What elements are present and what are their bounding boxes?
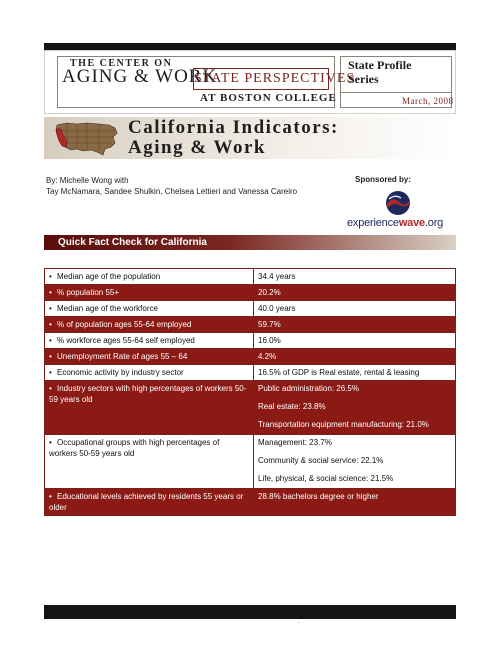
aging-work-wordmark: AGING & WORK [62,66,218,87]
california-map-icon [53,119,121,157]
bullet-icon: • [49,304,52,313]
fact-label: Industry sectors with high percentages of workers 50-59 years old [49,384,247,404]
bullet-icon: • [49,438,52,447]
fact-value-cell [254,285,456,301]
bullet-icon: • [49,272,52,281]
fact-label-cell [45,285,254,301]
fact-value: 40.0 years [258,304,296,313]
bullet-icon: • [49,288,52,297]
page-title [128,118,339,158]
fact-value-cell [254,365,456,381]
fact-value-cell [254,349,456,365]
fact-table [44,268,456,516]
fact-label: Economic activity by industry sector [57,368,184,377]
fact-value: Real estate: 23.8% [258,402,326,411]
fact-label-cell [45,365,254,381]
fact-value-cell [254,317,456,333]
bullet-icon: • [49,336,52,345]
byline [46,175,297,197]
state-perspectives-label: STATE PERSPECTIVES [193,68,329,90]
table-row [45,333,456,349]
page-marker: . [298,619,300,625]
fact-label: Educational levels achieved by residents 55 years or older [49,492,244,512]
fact-label-cell [45,269,254,285]
fact-value-cell [254,269,456,285]
fact-value-cell [254,333,456,349]
series-label [348,58,444,86]
bullet-icon: • [49,384,52,393]
fact-value: 16.0% [258,336,281,345]
boston-college-line: AT BOSTON COLLEGE [200,92,337,104]
fact-value: Transportation equipment manufacturing: 21.0% [258,420,429,429]
publication-date: March, 2008 [402,96,454,106]
fact-label-cell [45,435,254,489]
quick-fact-heading: Quick Fact Check for California [58,237,207,248]
byline-line-2: Tay McNamara, Sandee Shulkin, Chelsea Lettieri and Vanessa Careiro [46,187,298,196]
bullet-icon: • [49,320,52,329]
experiencewave-logo-icon [383,190,413,216]
table-row [45,301,456,317]
fact-value-cell [254,489,456,516]
fact-value-cell [254,435,456,489]
fact-value: 4.2% [258,352,277,361]
fact-value: 16.5% of GDP is Real estate, rental & leasing [258,368,420,377]
sponsor-label: Sponsored by: [355,175,412,184]
table-row [45,365,456,381]
fact-label: Unemployment Rate of ages 55 – 64 [57,352,188,361]
fact-label: % workforce ages 55-64 self employed [57,336,195,345]
fact-value: 59.7% [258,320,281,329]
fact-value: Life, physical, & social science: 21.5% [258,474,394,483]
fact-label: Median age of the workforce [57,304,158,313]
bullet-icon: • [49,368,52,377]
table-row [45,317,456,333]
fact-label-cell [45,333,254,349]
table-row [45,489,456,516]
fact-label-cell [45,317,254,333]
byline-line-1: By: Michelle Wong with [46,176,129,185]
fact-value: 34.4 years [258,272,296,281]
center-name-line: THE CENTER ON [70,58,173,69]
fact-label-cell [45,349,254,365]
fact-label-cell [45,301,254,317]
logo-text-org: .org [424,217,444,229]
top-bar [44,43,456,50]
table-row [45,269,456,285]
title-line-1: California Indicators: [128,117,339,138]
bullet-icon: • [49,352,52,361]
bottom-bar [44,605,456,619]
fact-label: % of population ages 55-64 employed [57,320,192,329]
logo-text-experience: experience [347,217,399,229]
series-divider [341,92,451,93]
fact-label: Occupational groups with high percentages of workers 50-59 years old [49,438,220,458]
fact-label: Median age of the population [57,272,161,281]
logo-text-wave: wave [398,217,425,229]
fact-value-cell [254,381,456,435]
series-line-2: Series [348,72,379,86]
fact-value: Public administration: 26.5% [258,384,359,393]
series-line-1: State Profile [348,58,412,72]
fact-value: Community & social service: 22.1% [258,456,384,465]
fact-value: 28.8% bachelors degree or higher [258,492,379,501]
fact-label-cell [45,489,254,516]
fact-value: Management: 23.7% [258,438,332,447]
fact-value-cell [254,301,456,317]
fact-value: 20.2% [258,288,281,297]
fact-label-cell [45,381,254,435]
sponsor-logo-text[interactable] [347,217,443,229]
table-row [45,285,456,301]
table-row [45,435,456,489]
bullet-icon: • [49,492,52,501]
title-line-2: Aging & Work [128,137,267,158]
fact-label: % population 55+ [57,288,120,297]
table-row [45,381,456,435]
table-row [45,349,456,365]
